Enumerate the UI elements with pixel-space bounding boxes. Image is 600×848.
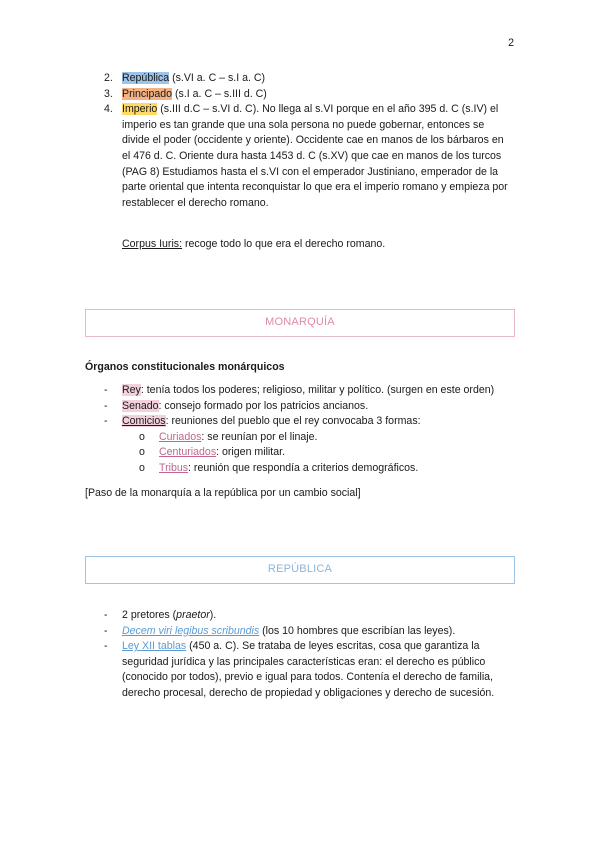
period-text: (s.III d.C – s.VI d. C). No llega al s.VI porque en el año 395 d. C (s.IV) el imperio es tan grande que una sola persona no puede gobernar, entonces se divide el poder (occidente y oriente). Occidente cae en manos de los bárbaros en el 476 d. C. Oriente dura hasta 1453 d. C (s.XV) que cae en manos de los turcos	[122, 103, 504, 162]
comicios-sublist	[122, 430, 514, 477]
periods-list	[104, 71, 514, 211]
period-term: Principado	[122, 87, 173, 100]
list-item	[139, 430, 514, 446]
item-text: 2 pretores (	[122, 609, 177, 621]
period-extra-paragraph: (PAG 8) Estudiamos hasta el s.VI con el emperador Justiniano, emperador de la parte oriental que intenta reconquistar lo que era el imperio romano y empieza por restablecer el derecho romano.	[122, 165, 508, 209]
list-number: 4.	[104, 103, 113, 116]
item-text: (450 a. C). Se trataba de leyes escritas, cosa que garantiza la seguridad jurídica y las principales características eran: el derecho es público (conocido por todos), previo e igual para todos. Contenía el derecho de familia, derecho procesal, derecho de propiedad y obligaciones y derecho de sucesión.	[122, 640, 495, 699]
dash-bullet: -	[104, 624, 108, 637]
dash-bullet: -	[104, 640, 108, 653]
period-text: (s.I a. C – s.III d. C)	[172, 87, 267, 100]
list-item	[139, 445, 514, 461]
organ-text: : reuniones del pueblo que el rey convocaba 3 formas:	[165, 415, 421, 428]
republica-list	[104, 608, 514, 702]
circle-bullet: o	[139, 446, 145, 459]
list-item	[104, 414, 514, 476]
corpus-iuris-line	[122, 237, 385, 253]
list-item	[104, 639, 514, 701]
corpus-term: Corpus Iuris:	[122, 238, 183, 250]
list-item	[104, 608, 514, 624]
comicio-term: Curiados	[159, 430, 202, 443]
comicio-text: : se reunían por el linaje.	[201, 430, 318, 443]
list-item	[104, 71, 514, 87]
organ-term: Senado	[122, 399, 159, 412]
comicio-text: : origen militar.	[216, 446, 286, 459]
dash-bullet: -	[104, 609, 108, 621]
comicio-text: : reunión que respondía a criterios demográficos.	[188, 461, 419, 474]
list-item	[139, 461, 514, 477]
organ-term: Comicios	[122, 415, 166, 428]
dash-bullet: -	[104, 399, 108, 412]
period-term: Imperio	[122, 103, 158, 116]
transition-note: [Paso de la monarquía a la república por un cambio social]	[85, 487, 361, 499]
comicio-term: Tribus	[159, 461, 189, 474]
item-term: praetor	[176, 609, 210, 621]
period-term: República	[122, 72, 170, 84]
list-number: 2.	[104, 72, 113, 84]
list-item	[104, 624, 514, 640]
circle-bullet: o	[139, 430, 145, 443]
dash-bullet: -	[104, 415, 108, 428]
period-text: (s.VI a. C – s.I a. C)	[169, 72, 266, 84]
comicio-term: Centuriados	[159, 446, 217, 459]
organ-text: : consejo formado por los patricios ancianos.	[158, 399, 369, 412]
list-item	[104, 383, 514, 399]
item-term: Ley XII tablas	[122, 640, 187, 653]
dash-bullet: -	[104, 384, 108, 396]
list-item	[104, 102, 514, 211]
organ-text: : tenía todos los poderes; religioso, militar y político. (surgen en este orden)	[140, 384, 495, 396]
list-item	[104, 399, 514, 415]
page-number: 2	[508, 37, 514, 49]
list-number: 3.	[104, 87, 113, 100]
item-text: ).	[209, 609, 217, 621]
section-title-republica: REPÚBLICA	[85, 556, 515, 584]
section-title-monarquia: MONARQUÍA	[85, 309, 515, 337]
list-item	[104, 87, 514, 103]
organs-heading: Órganos constitucionales monárquicos	[85, 361, 285, 373]
item-text: (los 10 hombres que escribían las leyes).	[259, 624, 456, 637]
item-term: Decem viri legibus scribundis	[122, 624, 260, 637]
organs-list	[104, 383, 514, 477]
corpus-text: recoge todo lo que era el derecho romano.	[182, 238, 386, 250]
circle-bullet: o	[139, 461, 145, 474]
organ-term: Rey	[122, 384, 141, 396]
